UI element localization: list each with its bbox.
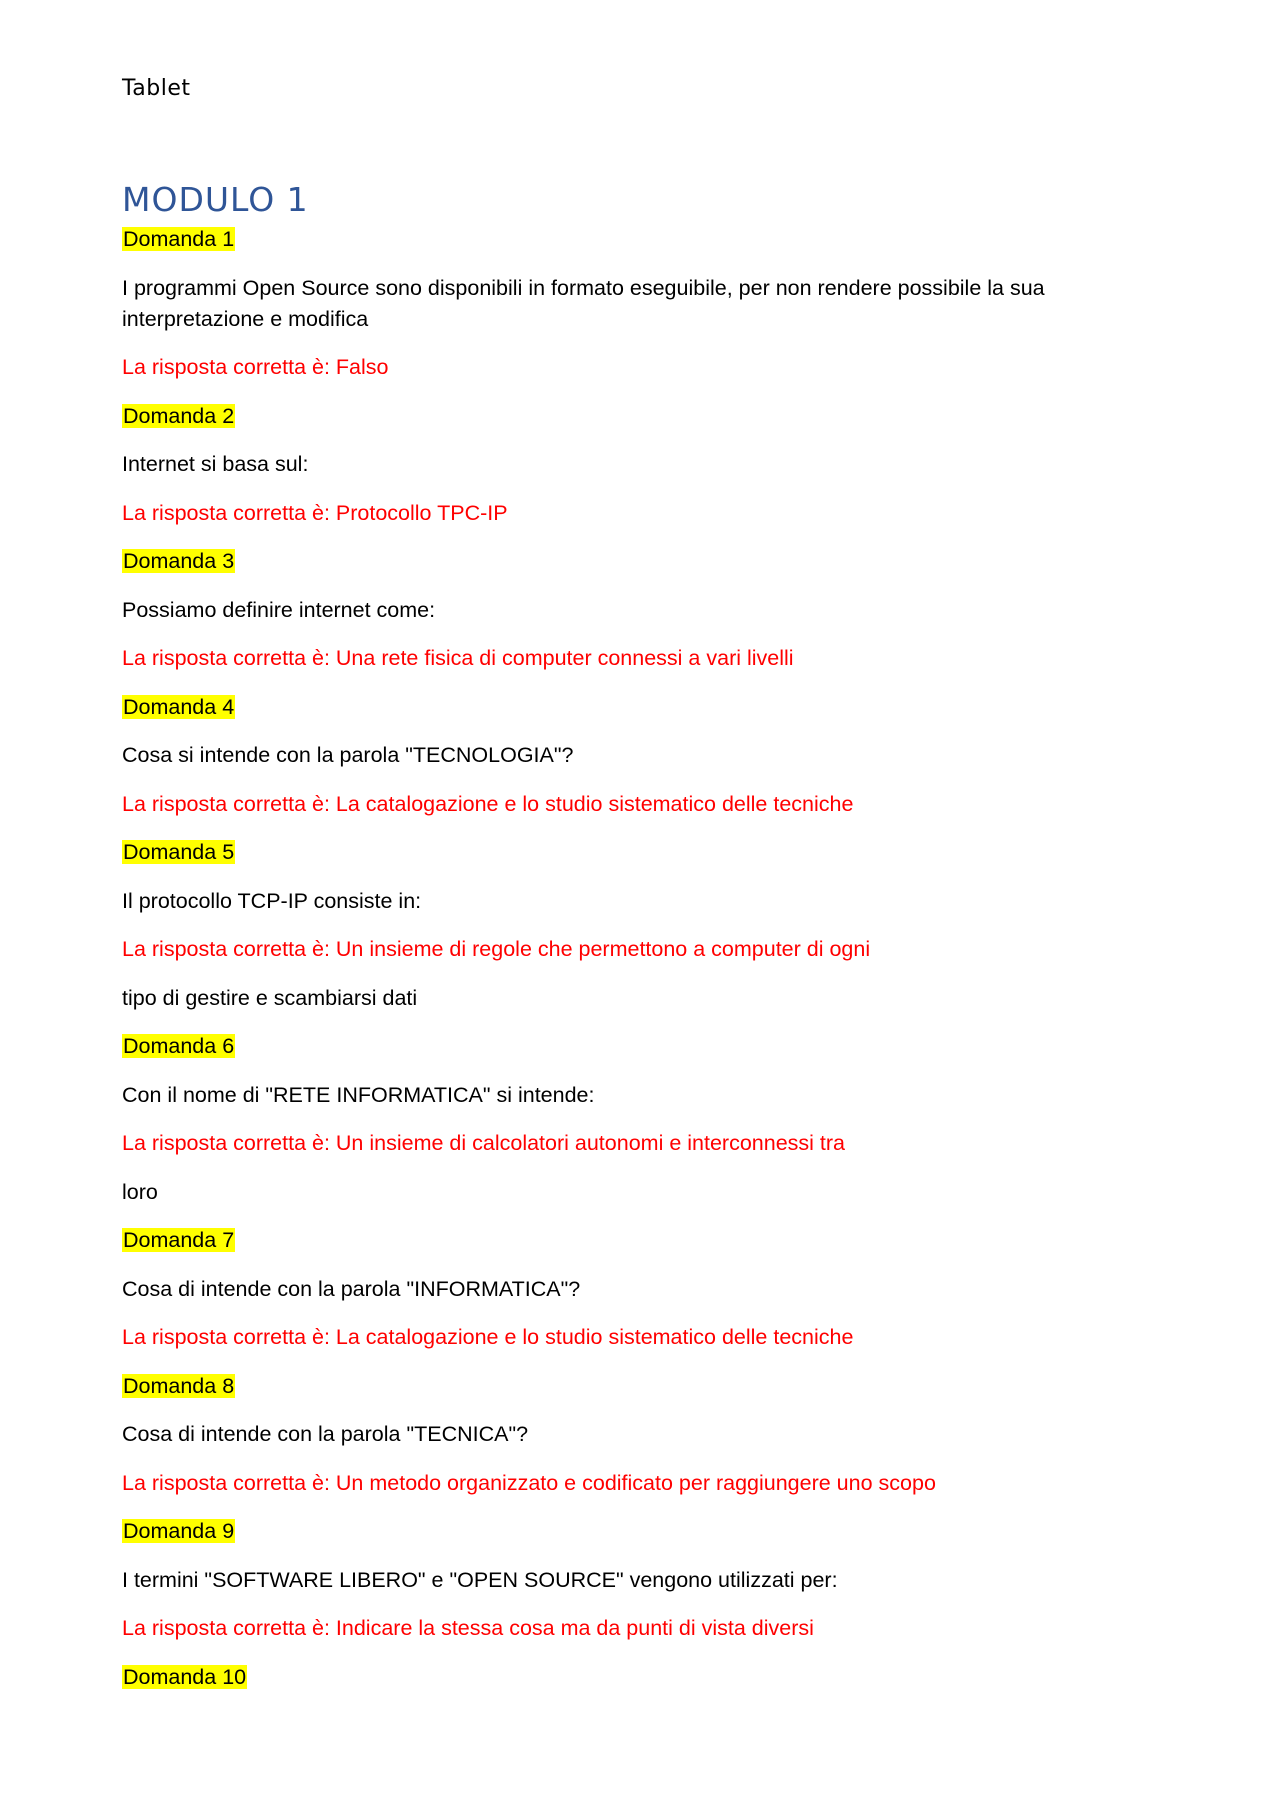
- question-label: Domanda 10: [123, 1664, 247, 1689]
- question-block: [122, 546, 1162, 674]
- answer-text: La risposta corretta è: Indicare la stessa cosa ma da punti di vista diversi: [122, 1616, 814, 1640]
- question-label: Domanda 4: [123, 694, 235, 719]
- question-label: Domanda 1: [123, 227, 235, 251]
- question-text: Cosa di intende con la parola "TECNICA"?: [122, 1422, 529, 1446]
- answer-text: La risposta corretta è: Un insieme di regole che permettono a computer di ogni: [122, 937, 871, 961]
- question-block: [122, 1516, 1162, 1644]
- question-block: [122, 224, 1162, 383]
- question-label: Domanda 7: [123, 1228, 235, 1252]
- question-block: [122, 692, 1162, 820]
- page-title: MODULO 1: [122, 180, 309, 219]
- question-list: [122, 224, 1162, 1710]
- answer-text: La risposta corretta è: Un metodo organizzato e codificato per raggiungere uno scopo: [122, 1470, 936, 1495]
- question-block: [122, 401, 1162, 529]
- question-block: [122, 1371, 1162, 1499]
- question-text: Cosa si intende con la parola "TECNOLOGIA"?: [122, 743, 574, 767]
- question-text: I termini "SOFTWARE LIBERO" e "OPEN SOURCE" vengono utilizzati per:: [122, 1567, 838, 1592]
- question-text: Cosa di intende con la parola "INFORMATICA"?: [122, 1276, 581, 1301]
- answer-text: La risposta corretta è: Protocollo TPC-IP: [122, 500, 508, 525]
- question-text: Con il nome di "RETE INFORMATICA" si intende:: [122, 1082, 595, 1107]
- question-label: Domanda 3: [123, 549, 235, 573]
- question-label: Domanda 5: [123, 840, 235, 864]
- answer-text: La risposta corretta è: Un insieme di calcolatori autonomi e interconnessi tra: [122, 1131, 845, 1155]
- answer-continuation: tipo di gestire e scambiarsi dati: [122, 985, 418, 1010]
- answer-text: La risposta corretta è: Una rete fisica di computer connessi a vari livelli: [122, 646, 794, 670]
- question-label: Domanda 2: [123, 403, 235, 428]
- question-block: [122, 1031, 1162, 1208]
- question-text: Internet si basa sul:: [122, 452, 309, 476]
- question-block: [122, 837, 1162, 1014]
- question-label: Domanda 6: [123, 1034, 235, 1058]
- question-block: [122, 1662, 1162, 1693]
- answer-text: La risposta corretta è: La catalogazione e lo studio sistematico delle tecniche: [122, 791, 854, 816]
- question-text: Possiamo definire internet come:: [122, 597, 436, 622]
- answer-continuation: loro: [122, 1179, 158, 1204]
- question-block: [122, 1225, 1162, 1353]
- question-label: Domanda 9: [123, 1519, 235, 1543]
- answer-text: La risposta corretta è: Falso: [122, 355, 389, 379]
- answer-text: La risposta corretta è: La catalogazione e lo studio sistematico delle tecniche: [122, 1325, 854, 1349]
- question-text: I programmi Open Source sono disponibili in formato eseguibile, per non rendere possibile la sua interpretazione e modifica: [122, 275, 1045, 331]
- question-label: Domanda 8: [123, 1373, 235, 1398]
- page-header: Tablet: [122, 76, 191, 101]
- question-text: Il protocollo TCP-IP consiste in:: [122, 888, 422, 913]
